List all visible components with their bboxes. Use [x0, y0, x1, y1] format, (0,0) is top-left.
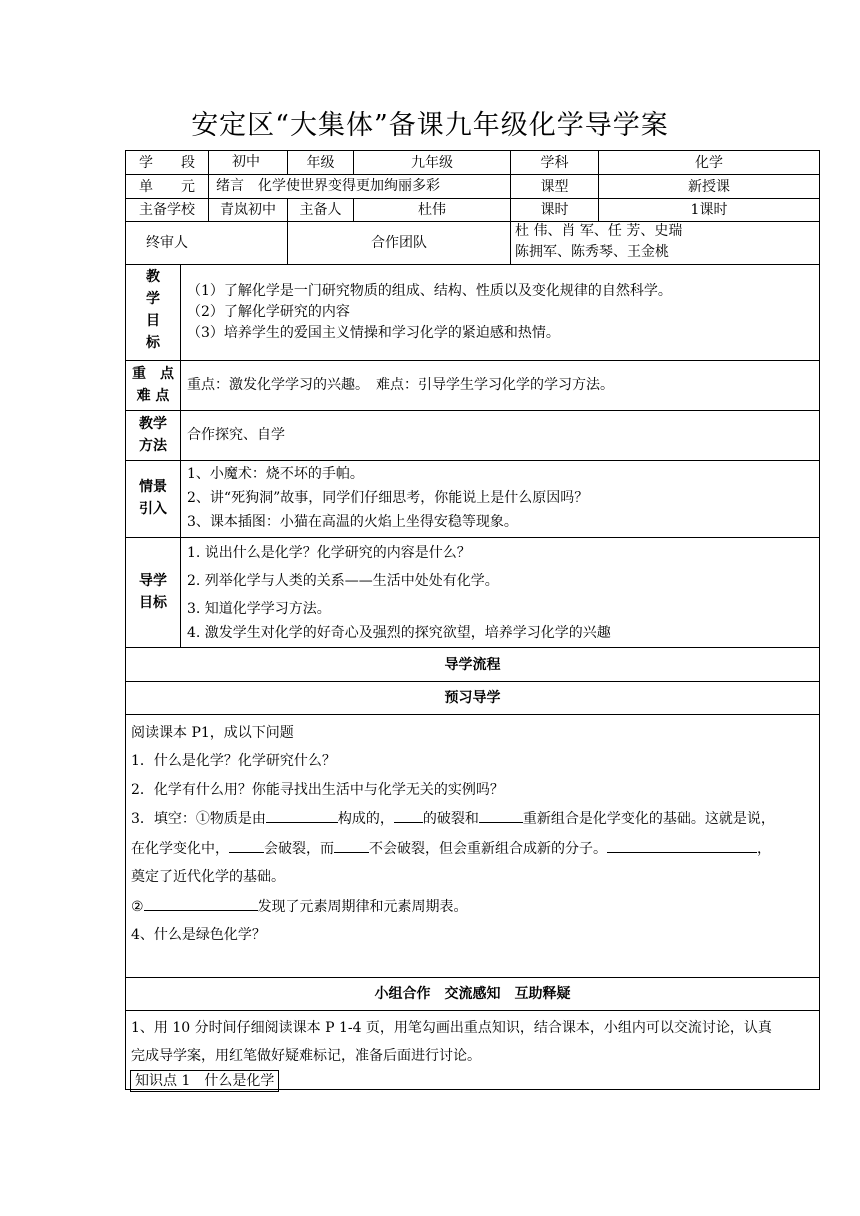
lesson-type-label: 课型	[540, 178, 569, 195]
objectives-list	[187, 281, 817, 344]
list-item: 1、小魔术：烧不坏的手帕。	[187, 466, 364, 482]
methods-label-line: 教学	[139, 416, 167, 432]
subject-value: 化学	[695, 154, 723, 171]
preview-question-2: 2．化学有什么用？你能寻找出生活中与化学无关的实例吗？	[131, 782, 504, 798]
fill-blank[interactable]	[144, 895, 258, 911]
objectives-label-char: 目	[146, 313, 160, 329]
guide-goals-label-line: 目标	[139, 595, 167, 611]
key-points-label-line: 重 点	[132, 366, 174, 382]
methods-text: 合作探究、自学	[187, 427, 285, 443]
guide-goals-label-line: 导学	[139, 573, 167, 589]
list-item: （1）了解化学是一门研究物质的组成、结构、性质以及变化规律的自然科学。	[187, 283, 672, 299]
knowledge-point-box: 知识点 1 什么是化学	[130, 1070, 279, 1092]
list-item: （2）了解化学研究的内容	[187, 304, 350, 320]
group-paragraph-line-1: 1、用 10 分时间仔细阅读课本 P 1-4 页，用笔勾画出重点知识，结合课本，小组内可以交流讨论，认真	[131, 1020, 772, 1036]
reviewer-label: 终审人	[146, 235, 188, 251]
fill-blank[interactable]	[479, 807, 523, 823]
hours-value: 1课时	[690, 202, 728, 218]
fill-blank[interactable]	[229, 837, 264, 853]
flow-title: 导学流程	[444, 656, 501, 673]
group-paragraph-line-2: 完成导学案，用红笔做好疑难标记，准备后面进行讨论。	[131, 1048, 481, 1064]
list-item: 1. 说出什么是化学？化学研究的内容是什么？	[187, 545, 471, 561]
team-members	[515, 221, 815, 264]
lesson-type-value: 新授课	[688, 178, 730, 195]
fill-blank[interactable]	[334, 837, 369, 853]
subject-label: 学科	[540, 154, 569, 171]
scenario-list	[187, 462, 817, 534]
objectives-label-char: 学	[146, 291, 160, 307]
guide-goals-list	[187, 539, 817, 643]
stage-value: 初中	[232, 154, 260, 170]
stage-label: 学 段	[139, 154, 195, 171]
preview-question-3-line-4: ② 发现了元素周期律和元素周期表。	[131, 895, 468, 916]
list-item: 2、讲“死狗洞”故事，同学们仔细思考，你能说上是什么原因吗？	[187, 490, 589, 506]
group-title: 小组合作 交流感知 互助释疑	[374, 986, 571, 1002]
list-item: 3、课本插图：小猫在高温的火焰上坐得安稳等现象。	[187, 514, 518, 530]
school-label: 主备学校	[139, 202, 195, 218]
objectives-label-char: 标	[146, 335, 160, 351]
key-points-label	[126, 363, 180, 409]
list-item: 3. 知道化学学习方法。	[187, 601, 331, 617]
preview-question-3-line-2: 在化学变化中， 会破裂，而 不会破裂，但会重新组合成新的分子。 ，	[131, 837, 771, 858]
preview-question-1: 1．什么是化学？化学研究什么？	[131, 753, 336, 769]
fill-blank[interactable]	[394, 807, 423, 823]
key-points-text: 重点：激发化学学习的兴趣。 难点：引导学生学习化学的学习方法。	[187, 377, 614, 393]
objectives-label	[126, 266, 180, 360]
fill-blank[interactable]	[607, 837, 757, 853]
unit-label: 单 元	[139, 178, 195, 195]
list-item: 4. 激发学生对化学的好奇心及强烈的探究欲望，培养学习化学的兴趣	[187, 625, 611, 641]
preview-question-4: 4、什么是绿色化学？	[131, 927, 266, 943]
preview-question-3-line-3: 奠定了近代化学的基础。	[131, 869, 285, 885]
hours-label: 课时	[540, 202, 569, 218]
key-points-label-line: 难 点	[136, 388, 170, 404]
preparer-label: 主备人	[299, 202, 342, 218]
list-item: 2. 列举化学与人类的关系——生活中处处有化学。	[187, 573, 499, 589]
reviewer-value	[209, 222, 287, 264]
scenario-label-line: 情景	[139, 479, 167, 495]
methods-label	[126, 413, 180, 459]
school-value: 青岚初中	[220, 202, 276, 218]
team-label: 合作团队	[371, 235, 427, 251]
methods-label-line: 方法	[139, 438, 167, 454]
team-line-2: 陈拥军、陈秀琴、王金桃	[515, 244, 669, 260]
preparer-value: 杜伟	[418, 202, 446, 218]
fill-blank[interactable]	[266, 807, 338, 823]
page-title: 安定区“大集体”备课九年级化学导学案	[191, 110, 669, 141]
preview-intro: 阅读课本 P1，成以下问题	[131, 725, 294, 741]
objectives-label-char: 教	[146, 269, 160, 285]
scenario-label	[126, 476, 180, 522]
preview-title: 预习导学	[444, 690, 501, 706]
preview-question-3-line-1: 3．填空：①物质是由 构成的， 的破裂和 重新组合是化学变化的基础。这就是说，	[131, 807, 775, 828]
grade-label: 年级	[306, 154, 335, 171]
team-line-1: 杜 伟、肖 军、任 芳、史瑞	[515, 223, 683, 239]
list-item: （3）培养学生的爱国主义情操和学习化学的紧迫感和热情。	[187, 325, 560, 341]
guide-goals-label	[126, 570, 180, 616]
unit-value: 绪言 化学使世界变得更加绚丽多彩	[216, 178, 440, 194]
scenario-label-line: 引入	[139, 501, 167, 517]
grade-value: 九年级	[411, 154, 453, 171]
